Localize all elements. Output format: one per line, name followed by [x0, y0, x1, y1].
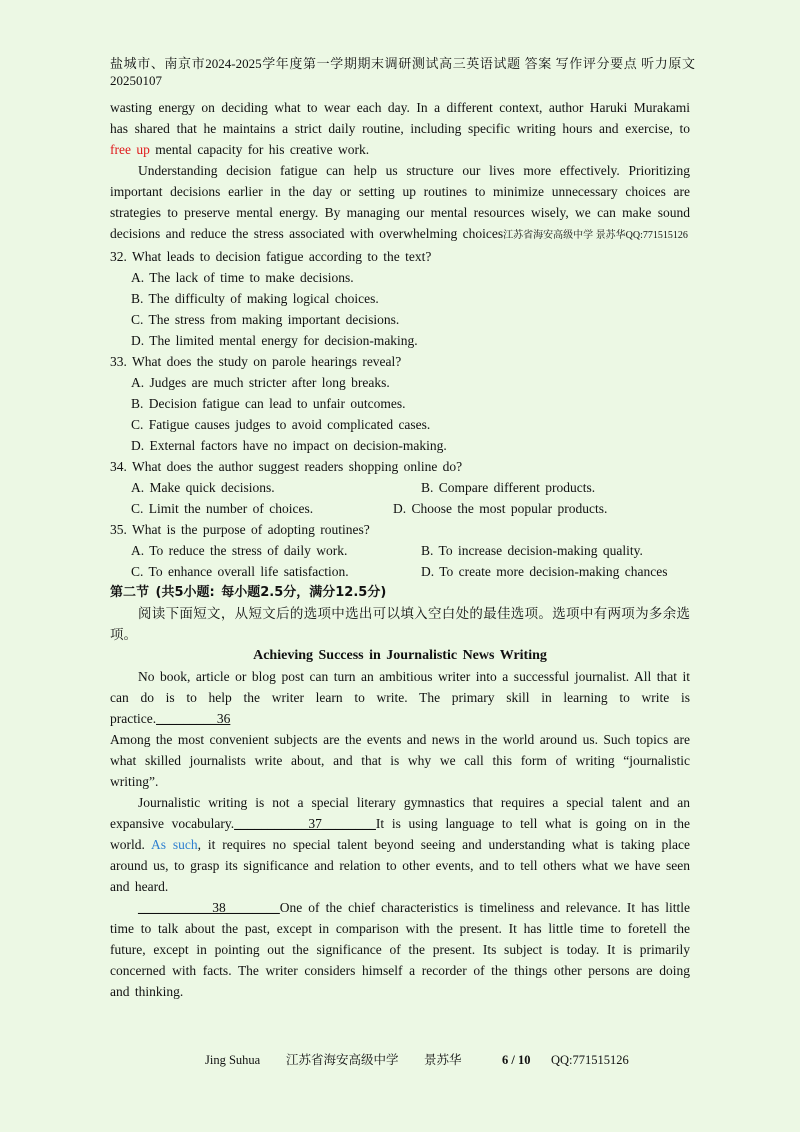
question-34	[110, 456, 690, 519]
answer-option: D. External factors have no impact on decision-making.	[131, 438, 447, 453]
question-35	[110, 519, 690, 582]
section-instruction: 阅读下面短文，从短文后的选项中选出可以填入空白处的最佳选项。选项中有两项为多余选项。	[110, 606, 690, 642]
footer-qq: QQ:771515126	[551, 1053, 629, 1067]
question-32	[110, 246, 690, 351]
answer-option: C. Fatigue causes judges to avoid complicated cases.	[131, 417, 431, 432]
footer-name: 景苏华	[424, 1053, 462, 1067]
footer-school: 江苏省海安高级中学	[286, 1053, 399, 1067]
passage-paragraph-end: wasting energy on deciding what to wear each day. In a different context, author Haruki Murakami has shared that he maintains a strict daily routine, including specific writing hours and exercise, to free up mental capacity for his creative work.	[110, 100, 690, 157]
answer-option: B. To increase decision-making quality.	[421, 543, 643, 558]
blank-37: ___________37________	[234, 816, 376, 831]
answer-option: D. Choose the most popular products.	[393, 501, 608, 516]
page-header: 盐城市、南京市2024-2025学年度第一学期期末调研测试高三英语试题 答案 写作评分要点 听力原文 20250107	[110, 56, 695, 88]
answer-option: C. The stress from making important decisions.	[131, 312, 400, 327]
question-stem: 32. What leads to decision fatigue according to the text?	[110, 249, 432, 264]
footer-author: Jing Suhua	[205, 1053, 261, 1067]
question-33	[110, 351, 690, 456]
answer-option: C. Limit the number of choices.	[131, 501, 314, 516]
answer-option: A. To reduce the stress of daily work.	[131, 543, 348, 558]
passage-paragraph-conclusion: Understanding decision fatigue can help us structure our lives more effectively. Prioritizing important decisions earlier in the day or setting up routines to minimize unnecessary choices are strategies to preserve mental energy. By managing our mental resources wisely, we can make sound decisions and reduce the stress associated with overwhelming choices江苏省海安高级中学 景苏华QQ:771515126	[110, 163, 690, 241]
answer-option: D. The limited mental energy for decision-making.	[131, 333, 418, 348]
article-title: Achieving Success in Journalistic News Writing	[253, 648, 547, 663]
answer-option: B. The difficulty of making logical choices.	[131, 291, 379, 306]
article-paragraph-2: Among the most convenient subjects are the events and news in the world around us. Such topics are what skilled journalists write about, and that is why we call this form of writing “journalistic writing”.	[110, 732, 690, 789]
answer-option: C. To enhance overall life satisfaction.	[131, 564, 349, 579]
answer-option: D. To create more decision-making chances	[421, 564, 668, 579]
page-number: 6 / 10	[502, 1053, 531, 1067]
question-stem: 35. What is the purpose of adopting routines?	[110, 522, 370, 537]
answer-option: A. Make quick decisions.	[131, 480, 275, 495]
question-stem: 34. What does the author suggest readers shopping online do?	[110, 459, 463, 474]
answer-option: A. Judges are much stricter after long breaks.	[131, 375, 390, 390]
watermark-text: 江苏省海安高级中学 景苏华QQ:771515126	[503, 230, 688, 241]
answer-option: B. Compare different products.	[421, 480, 596, 495]
document-body	[110, 97, 690, 1002]
highlighted-phrase: As such	[151, 837, 198, 852]
article-paragraph-4: ___________38________One of the chief characteristics is timeliness and relevance. It has little time to talk about the past, except in comparison with the present. It has little time to foretell the future, except in pointing out the significance of the present. Its subject is today. It is primarily concerned with facts. The writer considers himself a recorder of the things other persons are doing and thinking.	[110, 900, 690, 999]
section-heading: 第二节 (共5小题: 每小题2.5分，满分12.5分)	[110, 585, 387, 600]
answer-option: B. Decision fatigue can lead to unfair outcomes.	[131, 396, 406, 411]
highlighted-phrase: free up	[110, 142, 150, 157]
answer-option: A. The lack of time to make decisions.	[131, 270, 354, 285]
article-paragraph-1: No book, article or blog post can turn an ambitious writer into a successful journalist. All that it can do is to help the writer learn to write. The primary skill in learning to write is practice._________36	[110, 669, 690, 726]
blank-38: ___________38________	[138, 900, 280, 915]
article-paragraph-3: Journalistic writing is not a special literary gymnastics that requires a special talent and an expansive vocabulary.___________37________It is using language to tell what is going on in the world. As such, it requires no special talent beyond seeing and understanding what is taking place around us, to grasp its significance and relation to other events, and to tell others what we have seen and heard.	[110, 795, 691, 894]
blank-36: _________36	[156, 711, 231, 726]
question-stem: 33. What does the study on parole hearings reveal?	[110, 354, 402, 369]
